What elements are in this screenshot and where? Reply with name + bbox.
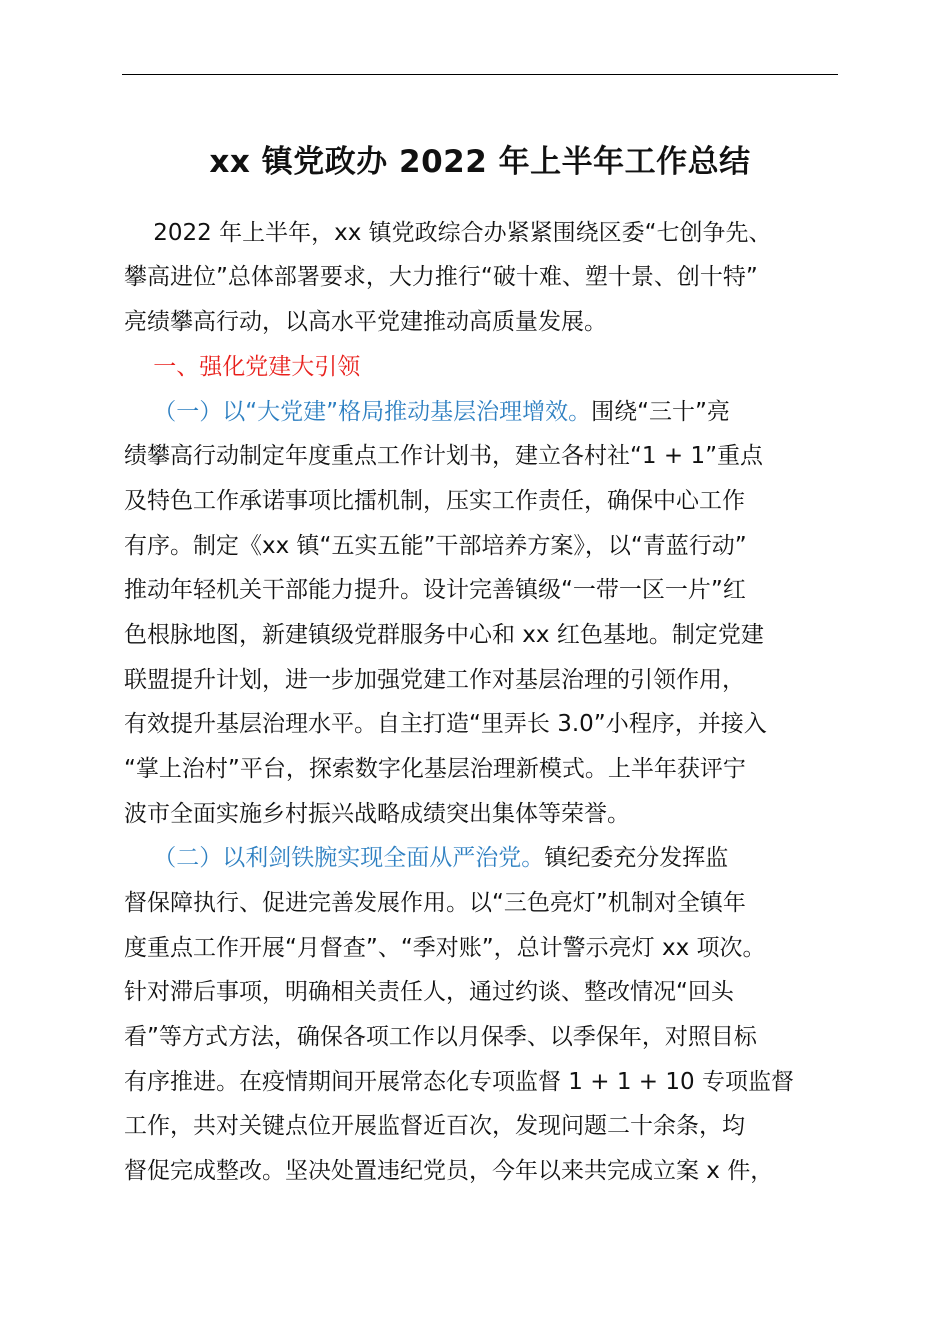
paragraph-line: 2022 年上半年，xx 镇党政综合办紧紧围绕区委“七创争先、 — [124, 220, 772, 246]
paragraph-line: 及特色工作承诺事项比擂机制，压实工作责任，确保中心工作 — [124, 488, 745, 514]
paragraph-line: 有效提升基层治理水平。自主打造“里弄长 3.0”小程序，并接入 — [124, 711, 767, 737]
header-rule — [122, 74, 838, 75]
paragraph-line: 针对滞后事项，明确相关责任人，通过约谈、整改情况“回头 — [124, 979, 734, 1005]
paragraph-line: 工作，共对关键点位开展监督近百次，发现问题二十余条，均 — [124, 1113, 745, 1139]
paragraph-line: “掌上治村”平台，探索数字化基层治理新模式。上半年获评宁 — [124, 756, 746, 782]
paragraph-line: 有序。制定《xx 镇“五实五能”干部培养方案》，以“青蓝行动” — [124, 533, 747, 559]
paragraph-line: 亮绩攀高行动，以高水平党建推动高质量发展。 — [124, 309, 607, 335]
subsection-heading-2: （二）以利剑铁腕实现全面从严治党。 — [124, 845, 545, 871]
paragraph-line — [124, 842, 728, 874]
paragraph-text: 镇纪委充分发挥监 — [544, 845, 729, 871]
subsection-heading-1: （一）以“大党建”格局推动基层治理增效。 — [124, 399, 592, 425]
paragraph-line — [124, 396, 730, 428]
paragraph-line: 波市全面实施乡村振兴战略成绩突出集体等荣誉。 — [124, 801, 630, 827]
paragraph-line: 有序推进。在疫情期间开展常态化专项监督 1 + 1 + 10 专项监督 — [124, 1069, 794, 1095]
paragraph-line: 攀高进位”总体部署要求，大力推行“破十难、塑十景、创十特” — [124, 264, 758, 290]
paragraph-line: 色根脉地图，新建镇级党群服务中心和 xx 红色基地。制定党建 — [124, 622, 764, 648]
paragraph-line: 绩攀高行动制定年度重点工作计划书，建立各村社“1 + 1”重点 — [124, 443, 763, 469]
paragraph-line: 看”等方式方法，确保各项工作以月保季、以季保年，对照目标 — [124, 1024, 757, 1050]
document-title: xx 镇党政办 2022 年上半年工作总结 — [209, 144, 751, 180]
paragraph-text: 围绕“三十”亮 — [591, 399, 730, 425]
paragraph-line: 联盟提升计划，进一步加强党建工作对基层治理的引领作用， — [124, 667, 745, 693]
section-heading-1: 一、强化党建大引领 — [124, 354, 361, 380]
paragraph-line: 督保障执行、促进完善发展作用。以“三色亮灯”机制对全镇年 — [124, 890, 746, 916]
paragraph-line: 督促完成整改。坚决处置违纪党员，今年以来共完成立案 x 件， — [124, 1158, 774, 1184]
paragraph-line: 度重点工作开展“月督查”、“季对账”，总计警示亮灯 xx 项次。 — [124, 935, 766, 961]
paragraph-line: 推动年轻机关干部能力提升。设计完善镇级“一带一区一片”红 — [124, 577, 746, 603]
